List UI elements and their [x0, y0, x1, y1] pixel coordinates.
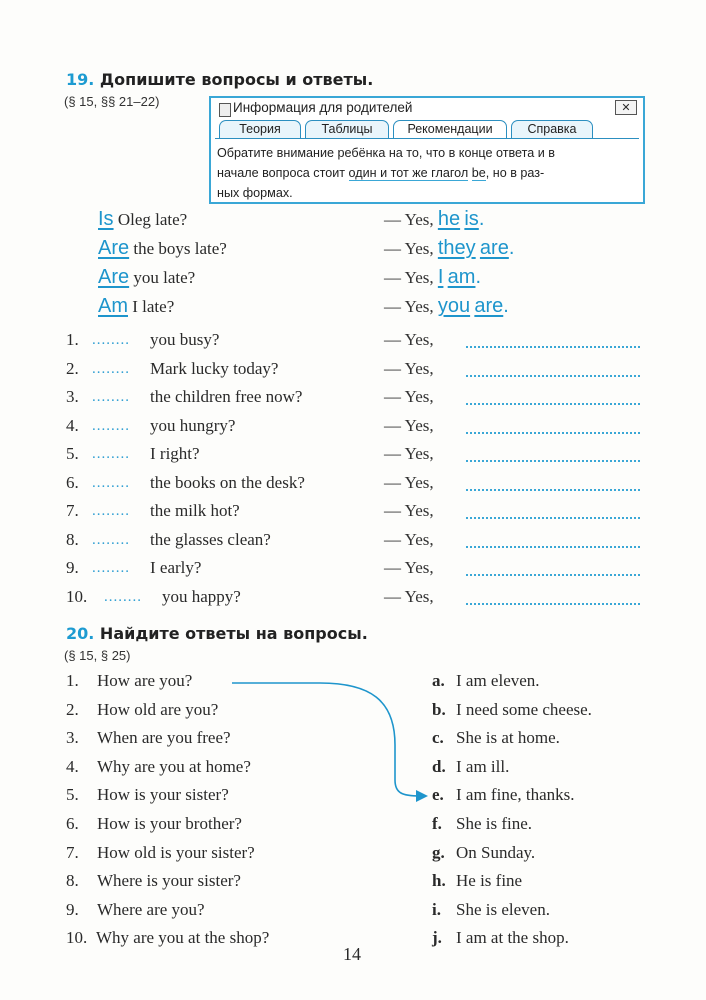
tab-tables[interactable]: Таблицы [305, 120, 389, 138]
info-line-1: Обратите внимание ребёнка на то, что в конце ответа и в [217, 146, 555, 160]
example-answer-end: . [508, 237, 515, 259]
item-number: 9. [66, 558, 79, 577]
example-verb: Am [98, 295, 128, 317]
info-line-2e: , но в раз- [485, 166, 545, 180]
example-answer-subject: he [437, 208, 461, 230]
example-yes: — Yes, [384, 210, 434, 229]
match-answer[interactable]: On Sunday. [456, 842, 536, 862]
answer-letter: j. [432, 928, 442, 948]
info-highlight-be: be [471, 166, 486, 180]
question-blank[interactable]: ........ [92, 446, 130, 462]
match-question[interactable]: Why are you at the shop? [96, 928, 270, 948]
item-number: 3. [66, 387, 79, 406]
question-blank[interactable]: ........ [104, 588, 142, 605]
question-number: 1. [66, 671, 79, 690]
example-answer-verb: are [474, 295, 504, 317]
match-answer[interactable]: I am ill. [456, 756, 510, 776]
item-yes: — Yes, [384, 444, 434, 463]
question-number: 9. [66, 899, 79, 919]
close-icon[interactable]: ✕ [615, 100, 637, 115]
example-answer-subject: you [437, 295, 471, 317]
answer-letter: d. [432, 756, 446, 776]
item-question: I right? [150, 444, 200, 463]
item-number: 7. [66, 501, 79, 520]
item-yes: — Yes, [384, 472, 434, 492]
example-answer-verb: are [479, 237, 509, 259]
example-answer-end: . [478, 208, 485, 230]
match-answer[interactable]: I am fine, thanks. [456, 785, 575, 805]
question-number: 6. [66, 814, 79, 833]
item-yes: — Yes, [384, 415, 434, 435]
match-answer[interactable]: She is at home. [456, 728, 560, 748]
item-yes: — Yes, [384, 330, 434, 349]
tab-recommendations[interactable]: Рекомендации [393, 120, 507, 138]
item-yes: — Yes, [384, 558, 434, 577]
question-number: 7. [66, 842, 79, 862]
question-blank[interactable]: ........ [92, 417, 130, 434]
example-verb: Is [98, 208, 114, 230]
answer-letter: i. [432, 899, 441, 919]
page-number: 14 [343, 944, 361, 964]
item-question: the books on the desk? [150, 472, 305, 492]
item-question: the milk hot? [150, 501, 240, 520]
match-question[interactable]: Why are you at home? [97, 756, 251, 776]
match-question[interactable]: Where is your sister? [97, 871, 241, 891]
example-answer-end: . [503, 295, 509, 317]
example-question-text: the boys late? [133, 239, 227, 258]
answer-letter: h. [432, 871, 446, 891]
question-blank[interactable]: ........ [92, 474, 130, 491]
info-highlight-verb: один и тот же глагол [348, 166, 469, 180]
item-number: 1. [66, 330, 79, 349]
answer-letter: e. [432, 785, 444, 805]
exercise-20-title-text: Найдите ответы на вопросы. [99, 624, 368, 643]
example-answer-subject: they [437, 237, 476, 259]
example-verb: Are [98, 266, 130, 288]
item-yes: — Yes, [384, 586, 434, 606]
answer-letter: g. [432, 842, 445, 862]
match-question[interactable]: How old is your sister? [97, 842, 255, 862]
example-question-text: Oleg late? [117, 210, 188, 229]
example-question-text: I late? [132, 297, 175, 316]
item-yes: — Yes, [384, 501, 434, 520]
question-blank[interactable]: ........ [92, 332, 130, 348]
item-question: Mark lucky today? [150, 358, 279, 378]
tab-theory[interactable]: Теория [219, 120, 301, 138]
item-question: you busy? [150, 330, 220, 349]
item-question: I early? [150, 558, 202, 577]
example-answer-end: . [475, 266, 482, 288]
item-question: the glasses clean? [150, 529, 271, 549]
example-answer-subject: I [437, 266, 444, 288]
arrow-head-icon [416, 790, 428, 802]
exercise-20-number: 20. [66, 624, 95, 643]
question-blank[interactable]: ........ [92, 531, 130, 548]
question-number: 5. [66, 785, 79, 805]
question-number: 2. [66, 699, 79, 719]
item-question: the children free now? [150, 387, 303, 406]
question-number: 10. [66, 928, 88, 948]
tab-reference[interactable]: Справка [511, 120, 593, 138]
info-title-text: Информация для родителей [233, 100, 413, 115]
info-line-3: ных формах. [217, 186, 293, 200]
item-yes: — Yes, [384, 387, 434, 406]
match-question[interactable]: How are you? [97, 671, 193, 690]
example-yes: — Yes, [384, 239, 434, 258]
item-number: 5. [66, 444, 79, 463]
question-number: 4. [66, 756, 79, 776]
answer-letter: c. [432, 728, 444, 748]
example-yes: — Yes, [384, 297, 434, 316]
example-question-text: you late? [133, 268, 196, 287]
item-yes: — Yes, [384, 529, 434, 549]
question-blank[interactable]: ........ [92, 560, 130, 576]
item-number: 8. [66, 529, 79, 549]
match-answer[interactable]: She is eleven. [456, 899, 550, 919]
question-number: 3. [66, 728, 79, 748]
example-answer-verb: am [447, 266, 476, 288]
match-answer[interactable]: I need some cheese. [456, 699, 592, 719]
match-question[interactable]: How old are you? [97, 699, 219, 719]
question-blank[interactable]: ........ [92, 360, 130, 377]
match-arrow-line [232, 683, 420, 796]
exercise-19-refs: (§ 15, §§ 21–22) [64, 94, 160, 109]
match-question[interactable]: Where are you? [97, 899, 205, 919]
match-question[interactable]: When are you free? [97, 728, 231, 748]
info-line-2a: начале вопроса стоит [217, 166, 349, 180]
question-blank[interactable]: ........ [92, 389, 130, 405]
item-number: 6. [66, 472, 79, 492]
exercise-20-refs: (§ 15, § 25) [64, 648, 131, 663]
answer-letter: f. [432, 814, 442, 833]
example-verb: Are [98, 237, 130, 259]
item-number: 4. [66, 415, 79, 435]
answer-letter: b. [432, 699, 446, 719]
item-question: you hungry? [150, 415, 236, 435]
example-yes: — Yes, [384, 268, 434, 287]
item-question: you happy? [162, 586, 241, 606]
match-answer[interactable]: He is fine [456, 871, 523, 891]
item-number: 2. [66, 358, 79, 378]
question-number: 8. [66, 871, 79, 891]
match-answer[interactable]: I am eleven. [456, 671, 540, 690]
item-number: 10. [66, 586, 88, 606]
item-yes: — Yes, [384, 358, 434, 378]
question-blank[interactable]: ........ [92, 503, 130, 519]
match-question[interactable]: How is your sister? [97, 785, 229, 805]
example-answer-verb: is [464, 208, 479, 230]
answer-letter: a. [432, 671, 445, 690]
exercise-19-number: 19. [66, 70, 95, 89]
match-question[interactable]: How is your brother? [97, 814, 242, 833]
match-answer[interactable]: She is fine. [456, 814, 533, 833]
match-answer[interactable]: I am at the shop. [456, 928, 569, 948]
exercise-19-title-text: Допишите вопросы и ответы. [99, 70, 374, 89]
